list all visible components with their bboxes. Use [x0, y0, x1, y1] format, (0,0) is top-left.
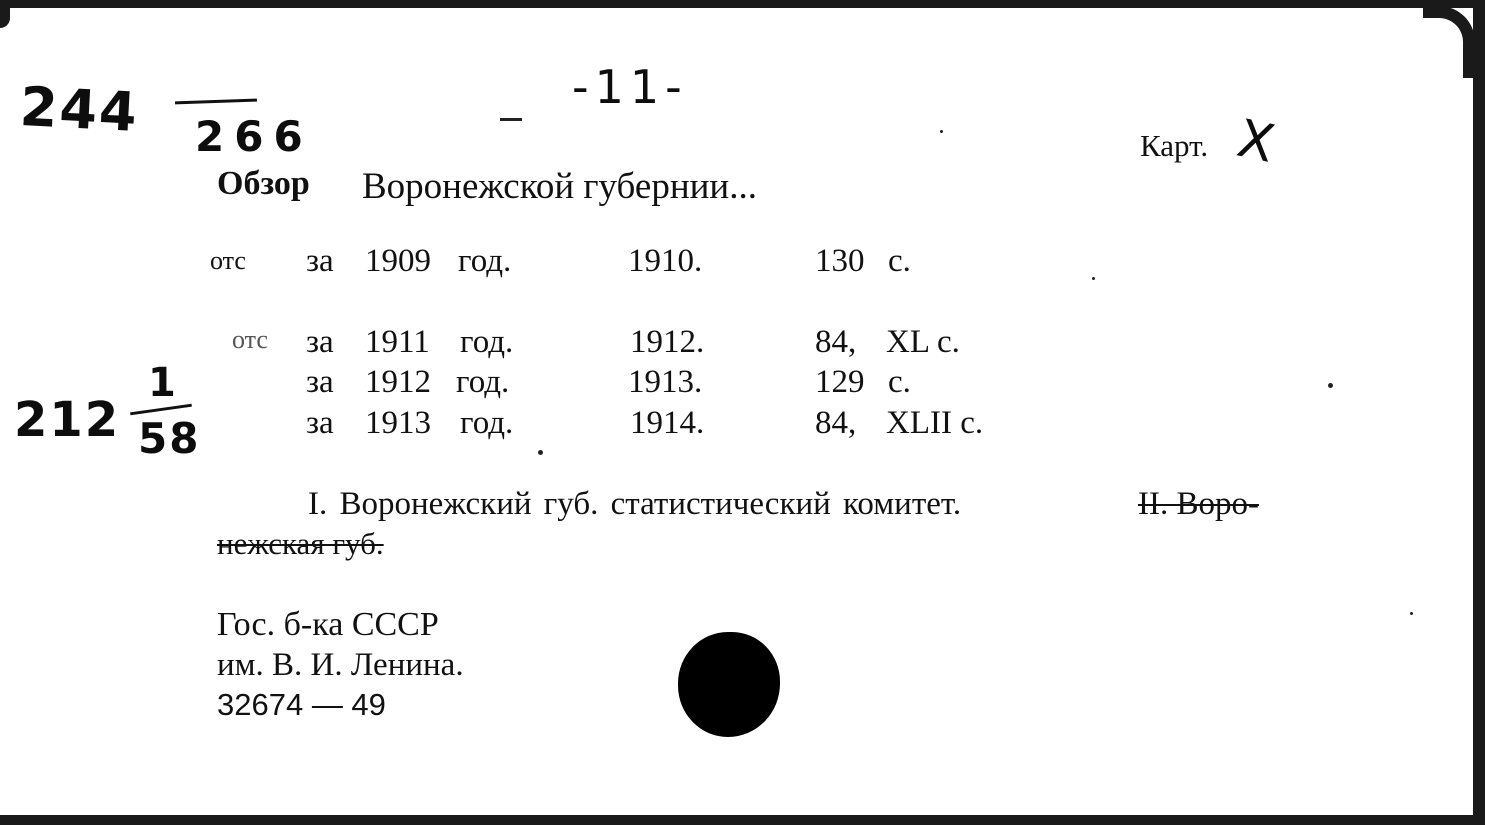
handwritten-shelf-number: 244: [18, 74, 141, 145]
pencil-mark: [500, 118, 522, 121]
library-line-1: Гос. б-ка СССР: [217, 606, 439, 643]
entry-stamp: отс: [210, 246, 246, 275]
handwritten-number-left: 212: [14, 392, 121, 448]
handwritten-numerator-left: 1: [148, 360, 178, 406]
entry-za: за: [306, 405, 334, 441]
speck: [940, 130, 943, 133]
entry-pages: 130: [815, 243, 865, 279]
title-rest: Воронежской губернии...: [362, 166, 757, 207]
handwritten-denominator-left: 58: [138, 414, 201, 463]
entry-pages-suffix: с.: [888, 364, 911, 400]
handwritten-fraction-bar: [175, 99, 257, 105]
entry-pub-year: 1913.: [628, 364, 703, 400]
card-right-edge: [1473, 0, 1485, 825]
entry-pages-suffix: XL с.: [886, 324, 960, 360]
entry-pub-year: 1912.: [630, 324, 705, 360]
entry-pages-suffix: с.: [888, 243, 911, 279]
entry-za: за: [306, 324, 334, 360]
entry-pages: 129: [815, 364, 865, 400]
entry-za: за: [306, 364, 334, 400]
entry-god: год.: [460, 405, 514, 441]
entry-pages: 84,: [815, 405, 857, 441]
note-line-1: I. Воронежский губ. статистический комитет.: [308, 486, 962, 522]
entry-pub-year: 1910.: [628, 243, 703, 279]
entry-pub-year: 1914.: [630, 405, 705, 441]
library-line-3: 32674 — 49: [217, 687, 386, 722]
entry-za: за: [306, 243, 334, 279]
entry-year: 1911: [365, 324, 430, 360]
card-bottom-edge: [0, 815, 1485, 825]
entry-stamp: отс: [232, 325, 268, 354]
card-top-edge: [0, 0, 1485, 8]
entry-god: год.: [458, 243, 512, 279]
punch-hole: [678, 632, 780, 737]
speck: [1410, 612, 1413, 615]
speck: [1092, 277, 1095, 280]
note-struck-2: нежская губ.: [217, 526, 384, 561]
card-corner: [0, 0, 10, 28]
entry-pages: 84,: [815, 324, 857, 360]
entry-year: 1909: [365, 243, 431, 279]
handwritten-denominator: 266: [195, 112, 313, 161]
library-line-2: им. В. И. Ленина.: [217, 647, 464, 683]
speck: [1328, 383, 1333, 388]
handwritten-page-mark: -11-: [572, 60, 688, 114]
entry-god: год.: [456, 364, 510, 400]
speck: [538, 450, 543, 455]
entry-year: 1912: [365, 364, 431, 400]
card-right-corner: [1423, 6, 1475, 78]
note-struck-1: II. Воро-: [1138, 486, 1259, 522]
entry-pages-suffix: XLII с.: [886, 405, 984, 441]
title-first-word: Обзор: [217, 165, 310, 202]
kart-label: Карт.: [1140, 128, 1209, 163]
entry-year: 1913: [365, 405, 431, 441]
entry-god: год.: [460, 324, 514, 360]
kart-mark: X: [1232, 108, 1282, 176]
